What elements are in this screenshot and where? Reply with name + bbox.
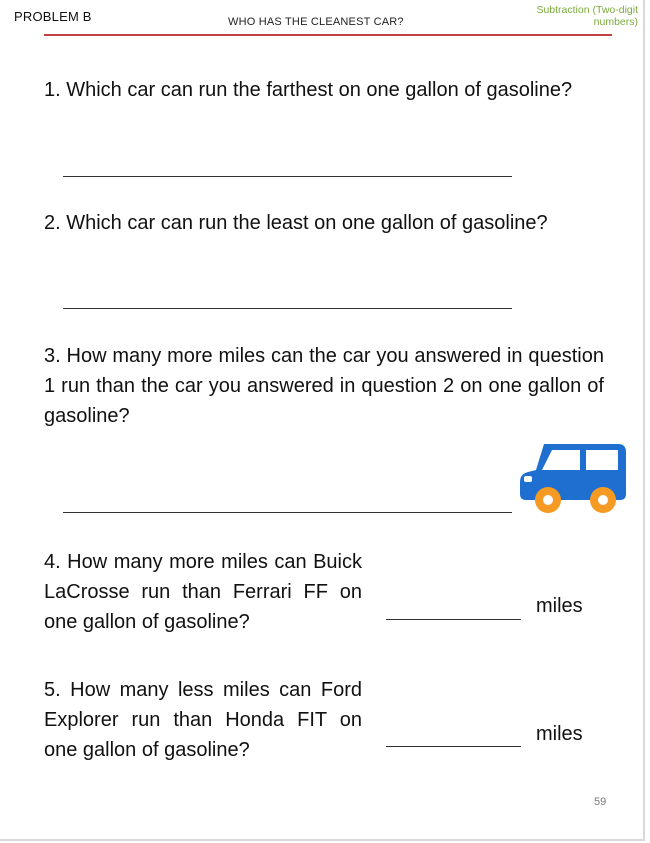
unit-label-4: miles — [536, 595, 583, 617]
answer-line-3[interactable] — [63, 512, 512, 513]
worksheet-title: WHO HAS THE CLEANEST CAR? — [228, 16, 404, 28]
question-4: 4. How many more miles can Buick LaCrosse run than Ferrari FF on one gallon of gasoline? — [44, 551, 362, 633]
topic-label: Subtraction (Two-digit numbers) — [536, 4, 638, 28]
page-number: 59 — [594, 796, 607, 808]
answer-line-5[interactable] — [386, 746, 521, 747]
problem-label: PROBLEM B — [14, 9, 92, 24]
answer-line-2[interactable] — [63, 308, 512, 309]
header-divider — [44, 34, 612, 36]
answer-line-1[interactable] — [63, 176, 512, 177]
question-1: 1. Which car can run the farthest on one gallon of gasoline? — [44, 79, 573, 101]
question-2: 2. Which car can run the least on one gallon of gasoline? — [44, 212, 548, 234]
answer-line-4[interactable] — [386, 619, 521, 620]
question-5: 5. How many less miles can Ford Explorer run than Honda FIT on one gallon of gasoline? — [44, 679, 362, 761]
question-3: 3. How many more miles can the car you answered in question 1 run than the car you answered in question 2 on one gallon of gasoline? — [44, 345, 604, 427]
unit-label-5: miles — [536, 723, 583, 745]
blue-car-icon — [520, 440, 630, 516]
